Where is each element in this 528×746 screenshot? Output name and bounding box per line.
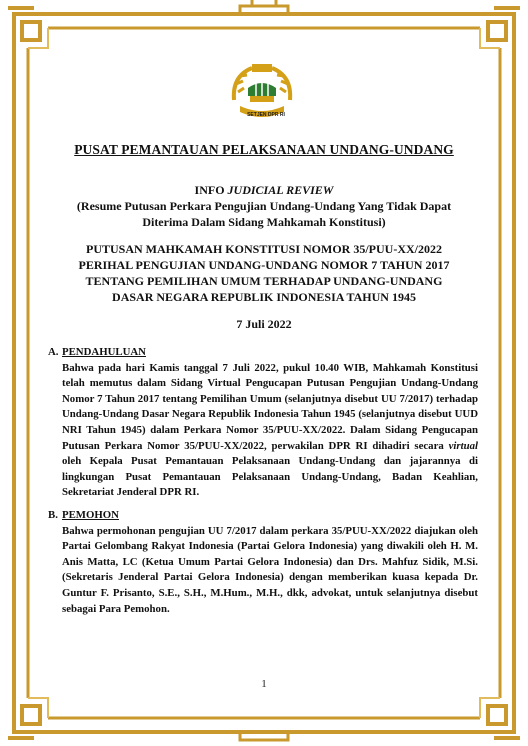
section-heading: PENDAHULUAN <box>62 346 146 358</box>
body-emphasis: virtual <box>448 439 478 452</box>
body-text: Bahwa pada hari Kamis tanggal 7 Juli 2022, pukul 10.40 WIB, Mahkamah Konstitusi telah memutus dalam Sidang Virtual Pengucapan Putusan Pengujian Undang-Undang Nomor 7 Tahun 2017 tentang Pemilihan Umum (selanjutnya disebut UU 7/2017) terhadap Undang-Undang Dasar Negara Republik Indonesia Tahun 1945 (selanjutnya disebut UUD NRI Tahun 1945) dalam Perkara Nomor 35/PUU-XX/2022. Dalam Sidang Pengucapan Putusan Perkara Nomor 35/PUU-XX/2022, perwakilan DPR RI dihadiri secara <box>62 361 478 452</box>
info-emphasis: JUDICIAL REVIEW <box>227 183 334 197</box>
document-date: 7 Juli 2022 <box>236 317 292 331</box>
ruling-title: PUTUSAN MAHKAMAH KONSTITUSI NOMOR 35/PUU-XX/2022 PERIHAL PENGUJIAN UNDANG-UNDANG NOMOR 7 TAHUN 2017 TENTANG PEMILIHAN UMUM TERHADAP UNDANG-UNDANG DASAR NEGARA REPUBLIK INDONESIA TAHUN 1945 <box>78 242 450 304</box>
section-heading: PEMOHON <box>62 509 119 521</box>
section-body: Bahwa permohonan pengujian UU 7/2017 dalam perkara 35/PUU-XX/2022 diajukan oleh Partai Gelombang Rakyat Indonesia (Partai Gelora Indonesia) yang diwakili oleh H. M. Anis Matta, LC (Ketua Umum Partai Gelora Indonesia) dan Drs. Mahfuz Sidik, M.Si. (Sekretaris Jenderal Partai Gelora Indonesia) dengan memberikan kuasa kepada Dr. Guntur F. Prisanto, S.E., S.H., M.Hum., M.H., dkk, advokat, untuk selanjutnya disebut sebagai Para Pemohon. <box>62 524 478 615</box>
page-number: 1 <box>261 678 267 690</box>
section-body <box>62 361 478 501</box>
section-pendahuluan <box>48 345 478 501</box>
section-letter: B. <box>48 509 58 521</box>
section-letter: A. <box>48 346 59 358</box>
section-pemohon <box>48 508 478 617</box>
emblem-caption: SETJEN DPR RI <box>247 112 285 118</box>
resume-subtitle: (Resume Putusan Perkara Pengujian Undang-Undang Yang Tidak Dapat Diterima Dalam Sidang Mahkamah Konstitusi) <box>76 199 452 229</box>
body-text: oleh Kepala Pusat Pemantauan Pelaksanaan Undang-Undang dan jajarannya di lingkungan Pusat Pemantauan Pelaksanaan Undang-Undang, Badan Keahlian, Sekretariat Jenderal DPR RI. <box>62 455 478 499</box>
info-prefix: INFO <box>194 183 228 197</box>
org-title: PUSAT PEMANTAUAN PELAKSANAAN UNDANG-UNDANG <box>74 142 454 157</box>
info-title <box>70 182 458 198</box>
